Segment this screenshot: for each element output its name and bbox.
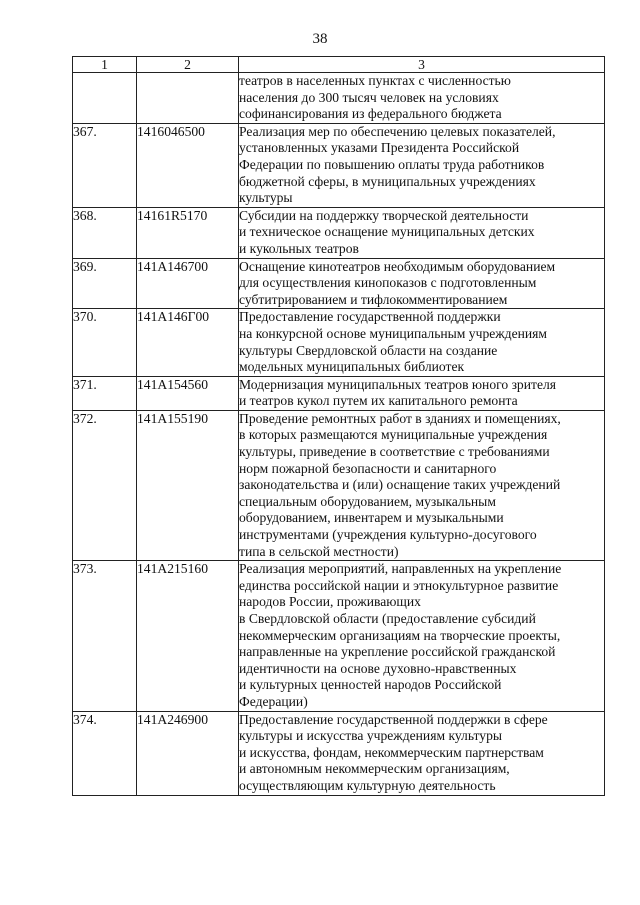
row-description-cell: [239, 309, 605, 376]
description-line: законодательства и (или) оснащение таких учреждений: [239, 477, 561, 493]
row-number-cell: 373.: [73, 561, 137, 711]
row-description-cell: [239, 561, 605, 711]
row-description-cell: [239, 73, 605, 124]
budget-codes-table: [72, 56, 605, 796]
row-description-cell: [239, 258, 605, 309]
description-line: и культурных ценностей народов Российской: [239, 677, 502, 693]
row-code-cell: 141A215160: [137, 561, 239, 711]
description-line: культуры и искусства учреждениям культуры: [239, 728, 503, 744]
description-line: населения до 300 тысяч человек на условиях: [239, 89, 499, 105]
description-line: Федерации по повышению оплаты труда работников: [239, 156, 545, 172]
description-line: Модернизация муниципальных театров юного зрителя: [239, 376, 557, 392]
description-line: Проведение ремонтных работ в зданиях и помещениях,: [239, 410, 561, 426]
row-code-cell: 141A146700: [137, 258, 239, 309]
description-line: и техническое оснащение муниципальных детских: [239, 224, 535, 240]
table-row-continuation: [73, 73, 605, 124]
row-code-cell: [137, 73, 239, 124]
description-line: типа в сельской местности): [239, 543, 399, 559]
description-line: в которых размещаются муниципальные учреждения: [239, 427, 548, 443]
table-row: [73, 207, 605, 258]
description-line: специальным оборудованием, музыкальным: [239, 493, 496, 509]
description-line: в Свердловской области (предоставление субсидий: [239, 611, 536, 626]
row-number-cell: 369.: [73, 258, 137, 309]
description-line: культуры, приведение в соответствие с требованиями: [239, 444, 550, 460]
row-number-cell: 371.: [73, 376, 137, 410]
description-line: Предоставление государственной поддержки в сфере: [239, 711, 548, 727]
row-number-cell: 367.: [73, 123, 137, 207]
description-line: Федерации): [239, 693, 308, 709]
description-line: оборудованием, инвентарем и музыкальными: [239, 510, 504, 526]
description-line: Реализация мероприятий, направленных на укрепление: [239, 561, 562, 577]
description-line: Субсидии на поддержку творческой деятельности: [239, 207, 529, 223]
row-number-cell: 368.: [73, 207, 137, 258]
row-number-cell: [73, 73, 137, 124]
description-line: бюджетной сферы, в муниципальных учреждениях: [239, 173, 536, 189]
description-line: и кукольных театров: [239, 240, 359, 256]
table-row: [73, 561, 605, 711]
table-body: [73, 73, 605, 796]
table-header-row: [73, 57, 605, 73]
description-line: единства российской нации и этнокультурное развитие: [239, 577, 559, 593]
description-line: направленные на укрепление российской гражданской: [239, 644, 556, 660]
row-code-cell: 14161R5170: [137, 207, 239, 258]
column-header-code: 2: [137, 57, 239, 73]
description-line: театров в населенных пунктах с численностью: [239, 73, 511, 88]
table-row: [73, 410, 605, 560]
row-description-cell: [239, 376, 605, 410]
description-line: культуры Свердловской области на создание: [239, 342, 498, 358]
description-line: и искусства, фондам, некоммерческим партнерствам: [239, 744, 544, 760]
description-line: софинансирования из федерального бюджета: [239, 106, 502, 122]
row-code-cell: 141A146Г00: [137, 309, 239, 376]
description-line: осуществляющим культурную деятельность: [239, 777, 496, 793]
description-line: на конкурсной основе муниципальным учреждениям: [239, 325, 548, 341]
description-line: для осуществления кинопоказов с подготовленным: [239, 275, 537, 291]
description-line: некоммерческим организациям на творческие проекты,: [239, 627, 561, 643]
column-header-description: 3: [239, 57, 605, 73]
description-line: Предоставление государственной поддержки: [239, 309, 501, 325]
description-line: субтитрированием и тифлокомментированием: [239, 291, 508, 307]
description-line: идентичности на основе духовно-нравственных: [239, 660, 517, 676]
description-line: Оснащение кинотеатров необходимым оборудованием: [239, 258, 556, 274]
description-line: и автономным некоммерческим организациям,: [239, 761, 510, 777]
row-number-cell: 372.: [73, 410, 137, 560]
description-line: норм пожарной безопасности и санитарного: [239, 460, 497, 476]
row-code-cell: 141A246900: [137, 711, 239, 795]
row-description-cell: [239, 711, 605, 795]
row-description-cell: [239, 207, 605, 258]
description-line: Реализация мер по обеспечению целевых показателей,: [239, 123, 556, 139]
row-description-cell: [239, 123, 605, 207]
description-line: культуры: [239, 190, 293, 206]
row-description-cell: [239, 410, 605, 560]
description-line: инструментами (учреждения культурно-досугового: [239, 527, 537, 543]
row-number-cell: 370.: [73, 309, 137, 376]
row-code-cell: 141A155190: [137, 410, 239, 560]
description-line: модельных муниципальных библиотек: [239, 359, 465, 375]
table-row: [73, 123, 605, 207]
table-row: [73, 711, 605, 795]
row-number-cell: 374.: [73, 711, 137, 795]
description-line: и театров кукол путем их капитального ремонта: [239, 393, 518, 409]
table-row: [73, 258, 605, 309]
description-line: установленных указами Президента Российской: [239, 140, 520, 156]
row-code-cell: 1416046500: [137, 123, 239, 207]
description-line: народов России, проживающих: [239, 594, 421, 610]
column-header-number: 1: [73, 57, 137, 73]
table-row: [73, 309, 605, 376]
page-number: 38: [312, 31, 328, 47]
row-code-cell: 141A154560: [137, 376, 239, 410]
table-row: [73, 376, 605, 410]
